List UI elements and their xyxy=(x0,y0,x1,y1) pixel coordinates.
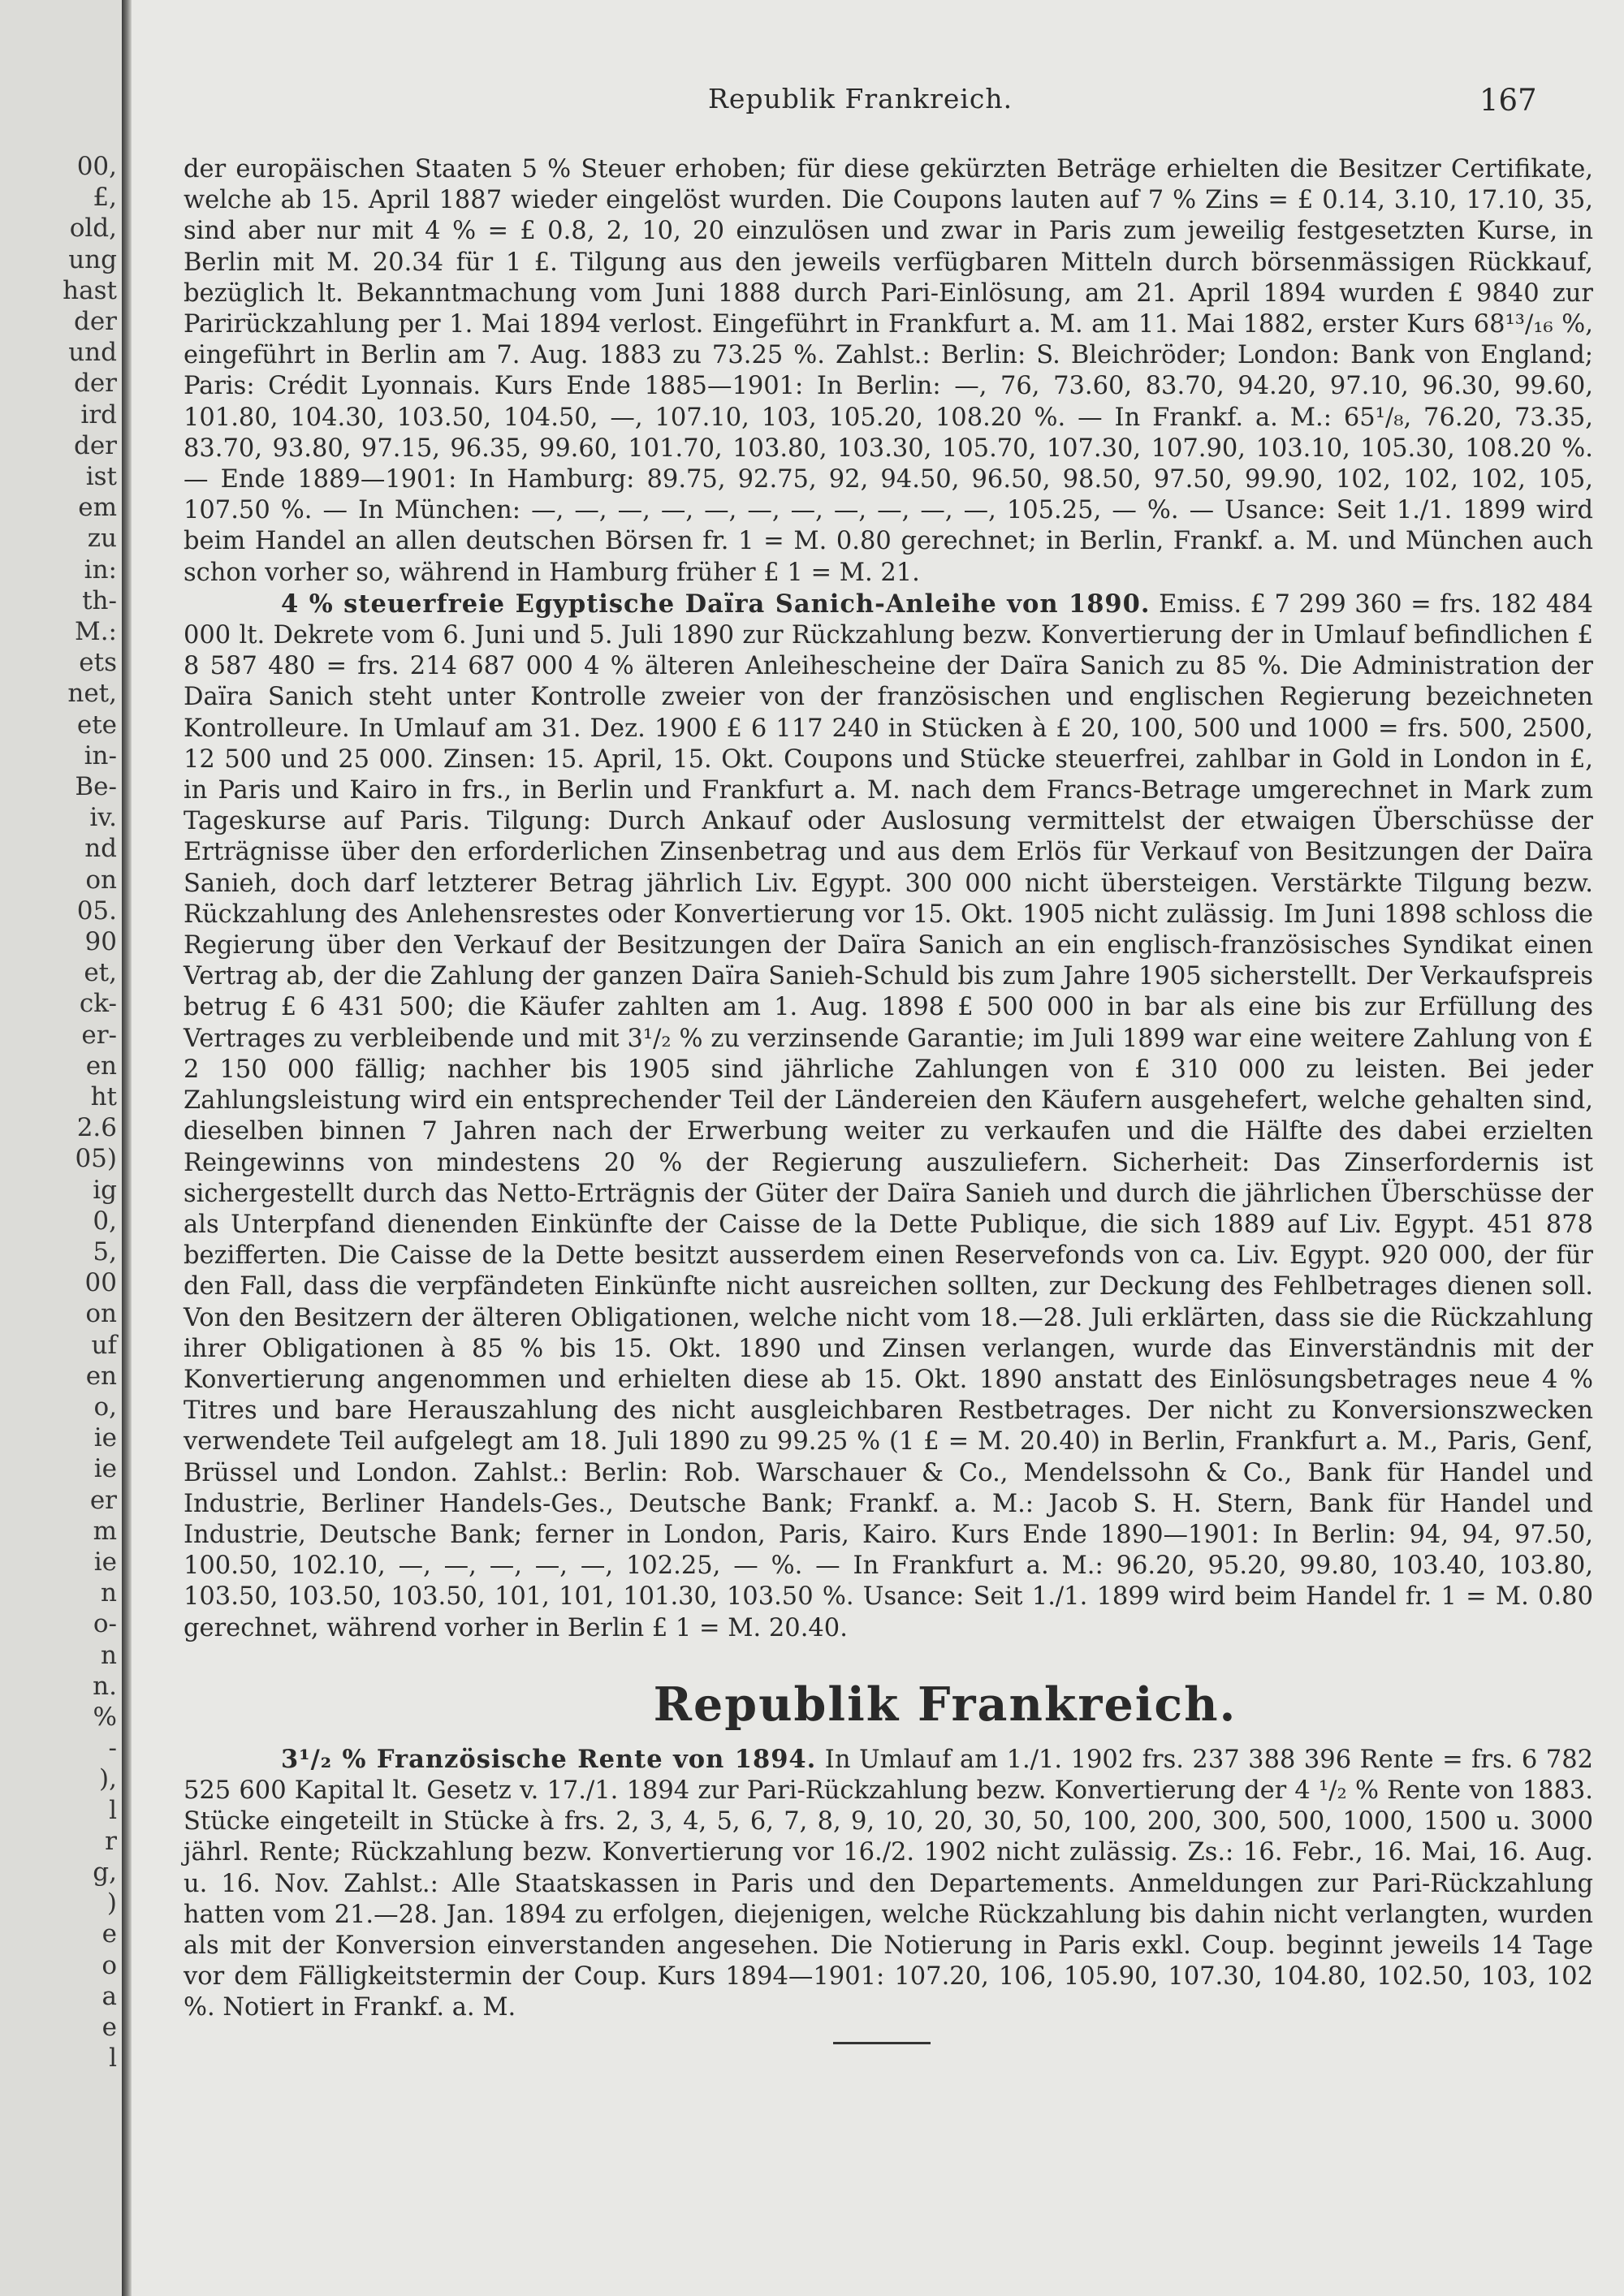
previous-page-fragment: em xyxy=(78,493,117,523)
section-heading: Republik Frankreich. xyxy=(653,1677,1237,1732)
previous-page-fragment: ie xyxy=(93,1454,117,1484)
previous-page-fragment: ist xyxy=(85,462,117,491)
running-header xyxy=(132,83,1624,123)
previous-page-fragment: ie xyxy=(93,1547,117,1577)
previous-page-fragment: on xyxy=(85,1299,117,1329)
previous-page-fragment: o, xyxy=(93,1392,117,1422)
previous-page-fragment: Be- xyxy=(75,772,117,801)
previous-page-fragment: 5, xyxy=(93,1237,117,1267)
page-body xyxy=(184,154,1593,2044)
previous-page-fragment: 90 xyxy=(84,927,117,956)
previous-page-fragment: th- xyxy=(82,585,117,615)
previous-page-fragment: n xyxy=(101,1640,117,1670)
previous-page-fragment: iv. xyxy=(89,803,117,833)
paragraph-daira-sanich-loan xyxy=(184,589,1593,1644)
previous-page-fragment: ig xyxy=(93,1175,117,1205)
previous-page-edge xyxy=(0,0,122,2296)
previous-page-fragment: ht xyxy=(90,1082,117,1111)
previous-page-fragment: ie xyxy=(93,1423,117,1453)
previous-page-fragment: ck- xyxy=(79,989,117,1019)
book-gutter xyxy=(122,0,132,2296)
previous-page-fragment: o xyxy=(102,1950,117,1980)
previous-page-fragment: 00 xyxy=(84,1268,117,1298)
previous-page-fragment: n xyxy=(101,1578,117,1608)
previous-page-fragment: en xyxy=(85,1361,117,1391)
previous-page-fragment: nd xyxy=(84,834,117,864)
entry-heading-french-rente: 3¹/₂ % Französische Rente von 1894. xyxy=(281,1744,817,1774)
entry-heading-daira-sanich: 4 % steuerfreie Egyptische Daïra Sanich-Anleihe von 1890. xyxy=(281,589,1151,619)
previous-page-fragment: - xyxy=(108,1733,117,1763)
previous-page-fragment: e xyxy=(102,2013,117,2042)
previous-page-fragment: ), xyxy=(99,1764,117,1794)
previous-page-fragment: l xyxy=(109,2044,117,2074)
paragraph-continuation: der europäischen Staaten 5 % Steuer erhoben; für diese gekürzten Beträge erhielten die Besitzer Certifikate, welche ab 15. April 1887 wieder eingelöst wurden. Die Coupons lauten auf 7 % Zins = £ 0.14, 3.10, 17.10, 35, sind aber nur mit 4 % = £ 0.8, 2, 10, 20 einzulösen und zwar in Paris zum jeweilig festgesetzten Kurse, in Berlin mit M. 20.34 für 1 £. Tilgung aus den jeweils verfügbaren Mitteln durch börsenmässigen Rückkauf, bezüglich lt. Bekanntmachung vom Juni 1888 durch Pari-Einlösung, am 21. April 1894 wurden £ 9840 zur Parirückzahlung per 1. Mai 1894 verlost. Eingeführt in Frankfurt a. M. am 11. Mai 1882, erster Kurs 68¹³/₁₆ %, eingeführt in Berlin am 7. Aug. 1883 zu 73.25 %. Zahlst.: Berlin: S. Bleichröder; London: Bank von England; Paris: Crédit Lyonnais. Kurs Ende 1885—1901: In Berlin: —, 76, 73.60, 83.70, 94.20, 97.10, 96.30, 99.60, 101.80, 104.30, 103.50, 104.50, —, 107.10, 103, 105.20, 108.20 %. — In Frankf. a. M.: 65¹/₈, 76.20, 73.35, 83.70, 93.80, 97.15, 96.35, 99.60, 101.70, 103.80, 103.30, 105.70, 107.30, 107.90, 103.10, 105.30, 108.20 %. — Ende 1889—1901: In Hamburg: 89.75, 92.75, 92, 94.50, 96.50, 98.50, 97.50, 99.90, 102, 102, 102, 105, 107.50 %. — In München: —, —, —, —, —, —, —, —, —, —, —, 105.25, — %. — Usance: Seit 1./1. 1899 wird beim Handel an allen deutschen Börsen fr. 1 = M. 0.80 gerechnet; in Berlin, Frankf. a. M. und München auch schon vorher so, während in Hamburg früher £ 1 = M. 21. xyxy=(184,155,1593,587)
previous-page-fragment: hast xyxy=(63,275,117,305)
previous-page-fragment: ets xyxy=(79,648,117,678)
previous-page-fragment: ung xyxy=(68,244,117,274)
previous-page-fragment: r xyxy=(105,1826,117,1856)
previous-page-fragment: o- xyxy=(93,1609,117,1639)
previous-page-fragment: ird xyxy=(80,399,117,429)
end-rule xyxy=(833,2042,931,2044)
previous-page-fragment: der xyxy=(73,307,117,336)
previous-page-fragment: der xyxy=(73,430,117,460)
previous-page-fragment: er xyxy=(89,1485,117,1515)
previous-page-fragment: er- xyxy=(81,1020,117,1050)
previous-page-fragment: m xyxy=(93,1516,117,1546)
previous-page-fragment: 05) xyxy=(75,1144,117,1174)
previous-page-fragment: n. xyxy=(93,1671,117,1701)
previous-page-fragment: 00, xyxy=(76,152,117,181)
entry-text-daira-sanich: Emiss. £ 7 299 360 = frs. 182 484 000 lt. Dekrete vom 6. Juni und 5. Juli 1890 zur Rückzahlung bezw. Konvertierung der in Umlauf befindlichen £ 8 587 480 = frs. 214 687 000 4 % älteren Anleihescheine der Daïra Sanich zu 85 %. Die Administration der Daïra Sanich steht unter Kontrolle zweier von der französischen und englischen Regierung bezeichneten Kontrolleure. In Umlauf am 31. Dez. 1900 £ 6 117 240 in Stücken à £ 20, 100, 500 und 1000 = frs. 500, 2500, 12 500 und 25 000. Zinsen: 15. April, 15. Okt. Coupons und Stücke steuerfrei, zahlbar in Gold in London in £, in Paris und Kairo in frs., in Berlin und Frankfurt a. M. nach dem Francs-Betrage umgerechnet in Mark zum Tageskurse auf Paris. Tilgung: Durch Ankauf oder Auslosung vermittelst der etwaigen Überschüsse der Erträgnisse über den erforderlichen Zinsenbetrag und aus dem Erlös für Verkauf von Besitzungen der Daïra Sanieh, doch darf letzterer Betrag jährlich Liv. Egypt. 300 000 nicht übersteigen. Verstärkte Tilgung bezw. Rückzahlung des Anlehensrestes oder Konvertierung vor 15. Okt. 1905 nicht zulässig. Im Juni 1898 schloss die Regierung über den Verkauf der Besitzungen der Daïra Sanich an ein englisch-französisches Syndikat einen Vertrag ab, der die Zahlung der ganzen Daïra Sanieh-Schuld bis zum Jahre 1905 sicherstellt. Der Verkaufspreis betrug £ 6 431 500; die Käufer zahlten am 1. Aug. 1898 £ 500 000 in bar als eine bis zur Erfüllung des Vertrages zu verbleibende und mit 3¹/₂ % zu verzinsende Garantie; im Juli 1899 war eine weitere Zahlung von £ 2 150 000 fällig; nachher bis 1905 sind jährliche Zahlungen von £ 310 000 zu leisten. Bei jeder Zahlungsleistung wird ein entsprechender Teil der Ländereien den Käufern ausgehefert, welche gehalten sind, dieselben binnen 7 Jahren nach der Erwerbung weiter zu verkaufen und die Hälfte des dabei erzielten Reingewinns von mindestens 20 % der Regierung auszuliefern. Sicherheit: Das Zinserfordernis ist sichergestellt durch das Netto-Erträgnis der Güter der Daïra Sanieh und durch die jährlichen Überschüsse der als Unterpfand dienenden Einkünfte der Caisse de la Dette Publique, die sich 1889 auf Liv. Egypt. 451 878 bezifferten. Die Caisse de la Dette besitzt ausserdem einen Reservefonds von ca. Liv. Egypt. 920 000, der für den Fall, dass die verpfändeten Einkünfte nicht ausreichen sollten, zur Deckung des Fehlbetrages dienen soll. Von den Besitzern der älteren Obligationen, welche nicht vom 18.—28. Juli erklärten, dass sie die Rückzahlung ihrer Obligationen à 85 % bis 15. Okt. 1890 und Zinsen verlangen, wurde das Einverständnis mit der Konvertierung angenommen und erhielten diese ab 15. Okt. 1890 anstatt des Einlösungsbetrages neue 4 % Titres und bare Herauszahlung des nicht ausgleichbaren Restbetrages. Der nicht zu Konversionszwecken verwendete Teil aufgelegt am 18. Juli 1890 zu 99.25 % (1 £ = M. 20.40) in Berlin, Frankfurt a. M., Paris, Genf, Brüssel und London. Zahlst.: Berlin: Rob. Warschauer & Co., Mendelssohn & Co., Bank für Handel und Industrie, Berliner Handels-Ges., Deutsche Bank; Frankf. a. M.: Jacob S. H. Stern, Bank für Handel und Industrie, Deutsche Bank; ferner in London, Paris, Kairo. Kurs Ende 1890—1901: In Berlin: 94, 94, 97.50, 100.50, 102.10, —, —, —, —, —, 102.25, — %. — In Frankfurt a. M.: 96.20, 95.20, 99.80, 103.40, 103.80, 103.50, 103.50, 103.50, 101, 101, 101.30, 103.50 %. Usance: Seit 1./1. 1899 wird beim Handel fr. 1 = M. 0.80 gerechnet, während vorher in Berlin £ 1 = M. 20.40. xyxy=(184,589,1593,1642)
previous-page-fragment: der xyxy=(73,369,117,399)
previous-page-fragment: und xyxy=(68,338,117,368)
previous-page-fragment: ) xyxy=(106,1888,117,1918)
running-title: Republik Frankreich. xyxy=(708,83,1013,114)
previous-page-fragment: zu xyxy=(87,524,117,554)
previous-page-fragment: % xyxy=(93,1703,117,1732)
book-page xyxy=(132,0,1624,2296)
previous-page-fragment: en xyxy=(85,1051,117,1081)
entry-text-french-rente: In Umlauf am 1./1. 1902 frs. 237 388 396 Rente = frs. 6 782 525 600 Kapital lt. Gesetz v. 17./1. 1894 zur Pari-Rückzahlung bezw. Konvertierung der 4 ¹/₂ % Rente von 1883. Stücke eingeteilt in Stücke à frs. 2, 3, 4, 5, 6, 7, 8, 9, 10, 20, 30, 50, 100, 200, 300, 500, 1000, 1500 u. 3000 jährl. Rente; Rückzahlung bezw. Konvertierung vor 16./2. 1902 nicht zulässig. Zs.: 16. Febr., 16. Mai, 16. Aug. u. 16. Nov. Zahlst.: Alle Staatskassen in Paris und den Departements. Anmeldungen zur Pari-Rückzahlung hatten vom 21.—28. Jan. 1894 zu erfolgen, diejenigen, welche Rückzahlung bis dahin nicht verlangten, wurden als mit der Konversion einverstanden angesehen. Die Notierung in Paris exkl. Coup. beginnt jeweils 14 Tage vor dem Fälligkeitstermin der Coup. Kurs 1894—1901: 107.20, 106, 105.90, 107.30, 104.80, 102.50, 103, 102 %. Notiert in Frankf. a. M. xyxy=(184,1745,1593,2022)
previous-page-fragment: l xyxy=(109,1795,117,1825)
previous-page-fragment: 2.6 xyxy=(76,1113,117,1143)
previous-page-fragment: a xyxy=(102,1981,117,2011)
previous-page-fragment: old, xyxy=(69,214,117,244)
page-number: 167 xyxy=(1479,83,1537,118)
previous-page-fragment: in: xyxy=(84,555,117,585)
previous-page-fragment: M.: xyxy=(74,617,117,646)
previous-page-fragment: 05. xyxy=(76,896,117,926)
previous-page-fragment: 0, xyxy=(93,1206,117,1236)
previous-page-fragment: g, xyxy=(93,1858,117,1887)
previous-page-fragment: e xyxy=(102,1919,117,1949)
paragraph-french-rente xyxy=(184,1744,1593,2024)
previous-page-fragment: uf xyxy=(91,1330,117,1360)
previous-page-fragment: ete xyxy=(76,710,117,740)
previous-page-fragment: et, xyxy=(84,958,117,988)
previous-page-fragment: in- xyxy=(84,740,117,770)
previous-page-fragment: £, xyxy=(93,183,117,213)
previous-page-fragment: on xyxy=(85,865,117,895)
previous-page-fragment: net, xyxy=(67,679,117,709)
